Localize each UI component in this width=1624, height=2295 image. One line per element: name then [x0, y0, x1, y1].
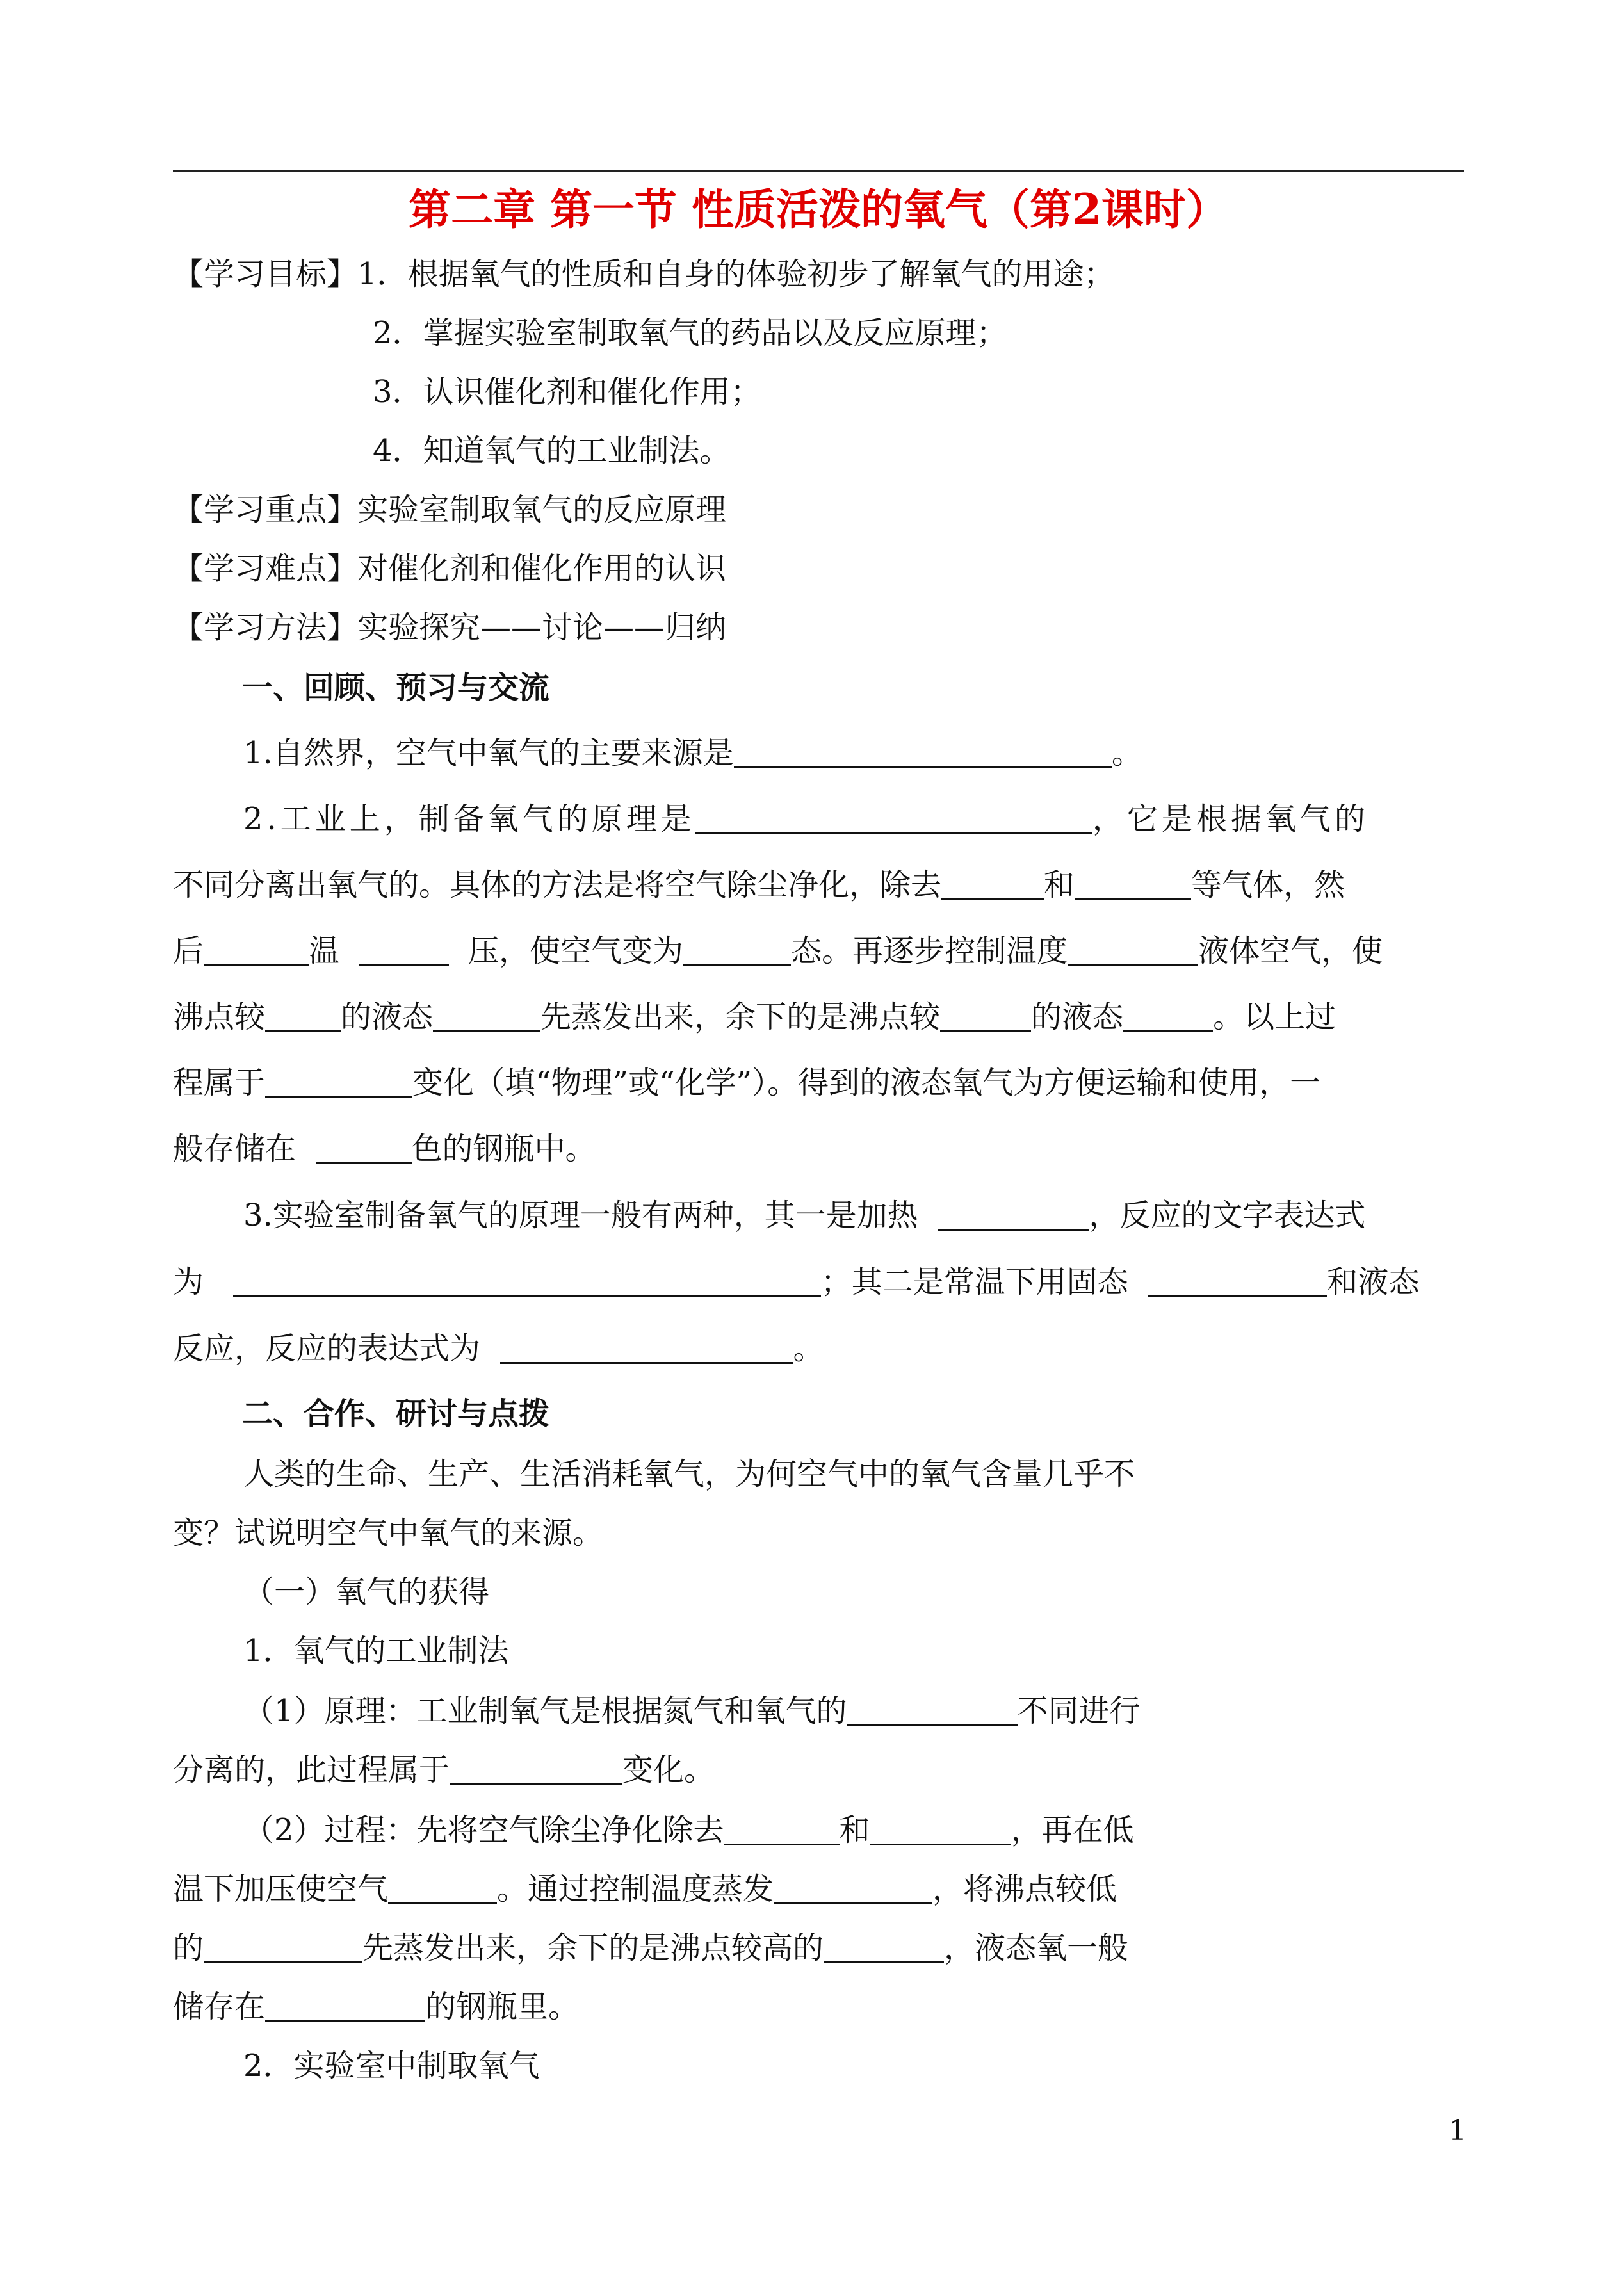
q2-line-2 [173, 866, 1345, 904]
principle-text: 不同进行 [1017, 1693, 1141, 1729]
process-text: 的 [173, 1930, 204, 1966]
answer-blank[interactable] [847, 1695, 1018, 1726]
q1-text: 1.自然界，空气中氧气的主要来源是 [243, 735, 734, 771]
method-line [173, 608, 726, 647]
section2-paragraph: 变？试说明空气中氧气的来源。 [173, 1515, 604, 1551]
q3-text: 为 [173, 1264, 204, 1300]
difficulty-line [173, 549, 726, 588]
answer-blank[interactable] [940, 1001, 1031, 1032]
key-point-label: 【学习重点】 [173, 492, 358, 528]
answer-blank[interactable] [265, 1001, 341, 1032]
q1-end: 。 [1111, 735, 1142, 771]
q3-line-2 [173, 1263, 1419, 1301]
principle-text: 分离的，此过程属于 [173, 1752, 450, 1788]
q3-text: 。 [793, 1331, 824, 1366]
answer-blank[interactable] [938, 1199, 1089, 1231]
header-rule [173, 170, 1464, 172]
q3-text: ，反应的文字表达式 [1089, 1197, 1366, 1233]
answer-blank[interactable] [1068, 935, 1198, 966]
process-text: ，将沸点较低 [932, 1871, 1117, 1907]
answer-blank[interactable] [388, 1873, 497, 1904]
process-text: ，再在低 [1011, 1812, 1134, 1848]
q2-text: 般存储在 [173, 1131, 296, 1167]
process-text: 温下加压使空气 [173, 1871, 389, 1907]
process-text: 。通过控制温度蒸发 [497, 1871, 774, 1907]
answer-blank[interactable] [695, 803, 1092, 834]
q2-text: 。以上过 [1213, 999, 1336, 1035]
answer-blank[interactable] [683, 935, 791, 966]
q3-text: 反应，反应的表达式为 [173, 1331, 481, 1366]
answer-blank[interactable] [824, 1932, 944, 1963]
principle-text: 变化。 [622, 1752, 715, 1788]
answer-blank[interactable] [265, 1067, 412, 1098]
method-label: 【学习方法】 [173, 610, 358, 645]
objective-item: 3．认识催化剂和催化作用； [373, 374, 761, 410]
process-text: （2）过程：先将空气除尘净化除去 [243, 1812, 724, 1848]
process-text: 储存在 [173, 1989, 266, 2025]
q2-text: 和 [1044, 867, 1075, 903]
answer-blank[interactable] [941, 869, 1044, 900]
objectives-label: 【学习目标】 [173, 256, 358, 292]
q2-line-1 [243, 800, 1369, 838]
page-title: 第二章 第一节 性质活泼的氧气（第2课时） [409, 184, 1228, 234]
process-line-3 [173, 1929, 1128, 1967]
q3-text: 3.实验室制备氧气的原理一般有两种，其一是加热 [243, 1197, 918, 1233]
principle-line-2 [173, 1751, 715, 1789]
list-item: 2．实验室中制取氧气 [243, 2048, 540, 2084]
principle-line-1 [243, 1692, 1141, 1730]
q2-text: 程属于 [173, 1065, 266, 1101]
key-point-line [173, 491, 726, 529]
process-text: 和 [839, 1812, 870, 1848]
q2-text: 压，使空气变为 [468, 933, 684, 969]
q2-text: 沸点较 [173, 999, 266, 1035]
q2-line-4 [173, 998, 1336, 1036]
objective-item: 1．根据氧气的性质和自身的体验初步了解氧气的用途； [357, 256, 1115, 292]
objective-item: 2．掌握实验室制取氧气的药品以及反应原理； [373, 315, 1007, 351]
q3-text: ；其二是常温下用固态 [820, 1264, 1128, 1300]
process-line-2 [173, 1870, 1117, 1908]
answer-blank[interactable] [450, 1754, 622, 1785]
process-text: 先蒸发出来，余下的是沸点较高的 [362, 1930, 824, 1966]
key-point-text: 实验室制取氧气的反应原理 [357, 492, 727, 528]
q2-line-3 [173, 932, 1383, 970]
q3-line-1 [243, 1196, 1365, 1235]
process-line-1 [243, 1811, 1134, 1849]
page-number: 1 [1449, 2114, 1466, 2147]
process-text: ，液态氧一般 [944, 1930, 1129, 1966]
q2-text: ，它是根据氧气的 [1092, 801, 1369, 837]
q2-text: 不同分离出氧气的。具体的方法是将空气除尘净化，除去 [173, 867, 942, 903]
q3-line-3 [173, 1329, 824, 1368]
answer-blank[interactable] [774, 1873, 932, 1904]
objective-item: 4．知道氧气的工业制法。 [373, 433, 731, 469]
q2-text: 等气体，然 [1191, 867, 1345, 903]
process-text: 的钢瓶里。 [425, 1989, 580, 2025]
answer-blank[interactable] [500, 1333, 793, 1364]
process-line-4 [173, 1988, 579, 2026]
q2-text: 温 [309, 933, 340, 969]
subsection-heading: （一）氧气的获得 [243, 1574, 490, 1610]
q2-text: 变化（填“物理”或“化学”）。得到的液态氧气为方便运输和使用，一 [412, 1065, 1321, 1101]
answer-blank[interactable] [316, 1133, 412, 1164]
answer-blank[interactable] [870, 1814, 1011, 1845]
answer-blank[interactable] [233, 1266, 821, 1297]
difficulty-label: 【学习难点】 [173, 551, 358, 587]
q2-text: 2.工业上，制备氧气的原理是 [243, 801, 695, 837]
answer-blank[interactable] [359, 935, 449, 966]
section1-heading: 一、回顾、预习与交流 [242, 670, 550, 706]
answer-blank[interactable] [724, 1814, 840, 1845]
q3-text: 和液态 [1327, 1264, 1420, 1300]
answer-blank[interactable] [1075, 869, 1191, 900]
q2-text: 态。再逐步控制温度 [791, 933, 1068, 969]
answer-blank[interactable] [1148, 1266, 1327, 1297]
q2-text: 后 [173, 933, 204, 969]
q2-line-5 [173, 1064, 1320, 1102]
section2-paragraph: 人类的生命、生产、生活消耗氧气，为何空气中的氧气含量几乎不 [243, 1456, 1135, 1492]
answer-blank[interactable] [1123, 1001, 1213, 1032]
q1-line [243, 734, 1142, 772]
q2-text: 的液态 [341, 999, 434, 1035]
principle-text: （1）原理：工业制氧气是根据氮气和氧气的 [243, 1693, 847, 1729]
answer-blank[interactable] [734, 737, 1112, 768]
method-text: 实验探究——讨论——归纳 [357, 610, 727, 645]
section2-heading: 二、合作、研讨与点拨 [242, 1396, 550, 1432]
answer-blank[interactable] [204, 935, 309, 966]
q2-text: 的液态 [1031, 999, 1124, 1035]
answer-blank[interactable] [265, 1991, 425, 2022]
q2-line-6 [173, 1130, 596, 1168]
q2-text: 先蒸发出来，余下的是沸点较 [540, 999, 941, 1035]
q2-text: 液体空气，使 [1198, 933, 1383, 969]
answer-blank[interactable] [204, 1932, 362, 1963]
difficulty-text: 对催化剂和催化作用的认识 [357, 551, 727, 587]
list-item: 1．氧气的工业制法 [243, 1633, 509, 1669]
answer-blank[interactable] [433, 1001, 540, 1032]
objectives-line-1 [173, 255, 1115, 293]
q2-text: 色的钢瓶中。 [411, 1131, 596, 1167]
